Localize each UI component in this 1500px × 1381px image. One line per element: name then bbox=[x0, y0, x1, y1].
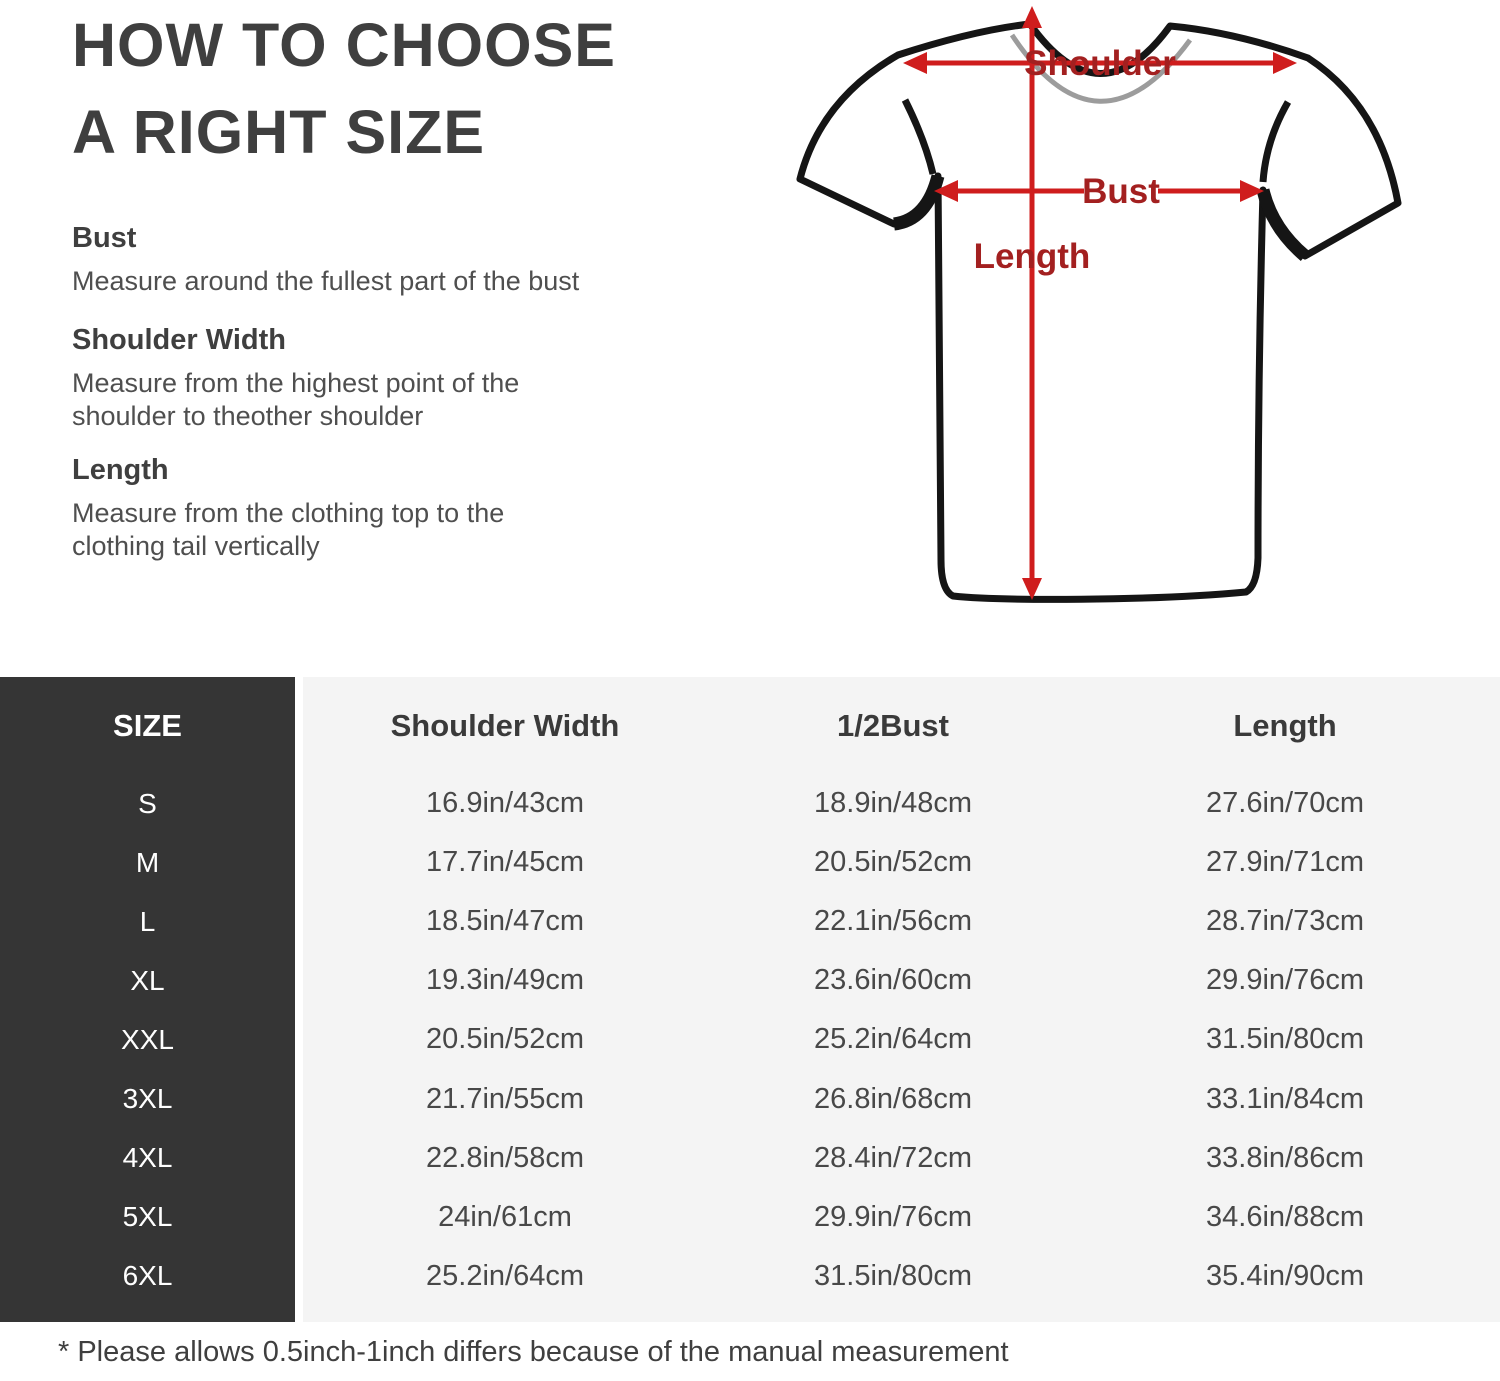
row-size-label: XL bbox=[130, 964, 165, 996]
row-length-value: 33.1in/84cm bbox=[1206, 1082, 1364, 1115]
row-shoulder-value: 18.5in/47cm bbox=[426, 905, 584, 938]
row-shoulder-value: 19.3in/49cm bbox=[426, 964, 584, 997]
table-row bbox=[0, 1069, 1500, 1128]
row-size-label: S bbox=[138, 787, 157, 819]
page-title-line2: A RIGHT SIZE bbox=[72, 98, 486, 166]
row-shoulder-value: 22.8in/58cm bbox=[426, 1141, 584, 1174]
section-bust-text: Measure around the fullest part of the bust bbox=[72, 266, 580, 296]
row-length-value: 27.6in/70cm bbox=[1206, 787, 1364, 820]
table-row bbox=[0, 951, 1500, 1010]
row-bust-value: 23.6in/60cm bbox=[814, 964, 972, 997]
bust-label: Bust bbox=[1082, 172, 1160, 211]
header-length: Length bbox=[1233, 707, 1337, 743]
section-length-text-line1: Measure from the clothing top to the bbox=[72, 498, 505, 528]
table-row bbox=[0, 833, 1500, 892]
row-shoulder-value: 17.7in/45cm bbox=[426, 846, 584, 879]
row-length-value: 27.9in/71cm bbox=[1206, 846, 1364, 879]
table-body bbox=[0, 774, 1500, 1306]
length-label: Length bbox=[973, 237, 1091, 276]
row-length-value: 34.6in/88cm bbox=[1206, 1200, 1364, 1233]
section-shoulder-width bbox=[72, 324, 519, 433]
section-shoulder-heading: Shoulder Width bbox=[72, 324, 286, 356]
row-shoulder-value: 21.7in/55cm bbox=[426, 1082, 584, 1115]
table-row bbox=[0, 774, 1500, 833]
row-bust-value: 22.1in/56cm bbox=[814, 905, 972, 938]
section-length bbox=[72, 454, 504, 563]
row-bust-value: 20.5in/52cm bbox=[814, 846, 972, 879]
row-bust-value: 31.5in/80cm bbox=[814, 1259, 972, 1292]
page-title-line1: HOW TO CHOOSE bbox=[72, 11, 616, 79]
section-shoulder-text-line1: Measure from the highest point of the bbox=[72, 368, 520, 398]
row-length-value: 28.7in/73cm bbox=[1206, 905, 1364, 938]
tshirt-measurement-diagram bbox=[770, 0, 1440, 620]
row-size-label: 5XL bbox=[122, 1201, 173, 1233]
row-size-label: L bbox=[139, 905, 156, 937]
section-bust-heading: Bust bbox=[72, 222, 137, 254]
row-bust-value: 18.9in/48cm bbox=[814, 787, 972, 820]
row-shoulder-value: 20.5in/52cm bbox=[426, 1023, 584, 1056]
row-length-value: 35.4in/90cm bbox=[1206, 1259, 1364, 1292]
table-row bbox=[0, 892, 1500, 951]
section-bust bbox=[72, 222, 579, 298]
row-length-value: 33.8in/86cm bbox=[1206, 1141, 1364, 1174]
row-length-value: 29.9in/76cm bbox=[1206, 964, 1364, 997]
table-row bbox=[0, 1188, 1500, 1247]
header-size: SIZE bbox=[113, 707, 182, 743]
section-shoulder-text-line2: shoulder to theother shoulder bbox=[72, 401, 424, 431]
table-row bbox=[0, 1129, 1500, 1188]
header-shoulder-width: Shoulder Width bbox=[390, 707, 620, 743]
table-header-row bbox=[0, 677, 1500, 774]
table-row bbox=[0, 1010, 1500, 1069]
section-length-text-line2: clothing tail vertically bbox=[72, 531, 320, 561]
row-size-label: 6XL bbox=[122, 1260, 173, 1292]
row-bust-value: 29.9in/76cm bbox=[814, 1200, 972, 1233]
table-row bbox=[0, 1247, 1500, 1306]
section-length-heading: Length bbox=[72, 454, 169, 486]
header-half-bust: 1/2Bust bbox=[837, 707, 949, 743]
row-size-label: XXL bbox=[121, 1023, 174, 1055]
row-size-label: 3XL bbox=[122, 1083, 173, 1115]
row-length-value: 31.5in/80cm bbox=[1206, 1023, 1364, 1056]
tshirt-outline bbox=[800, 24, 1398, 599]
row-shoulder-value: 25.2in/64cm bbox=[426, 1259, 584, 1292]
row-bust-value: 26.8in/68cm bbox=[814, 1082, 972, 1115]
row-size-label: M bbox=[135, 846, 160, 878]
page-title bbox=[72, 2, 616, 176]
size-table bbox=[0, 677, 1500, 1322]
row-shoulder-value: 24in/61cm bbox=[438, 1200, 572, 1233]
row-bust-value: 25.2in/64cm bbox=[814, 1023, 972, 1056]
row-size-label: 4XL bbox=[122, 1142, 173, 1174]
shoulder-label: Shoulder bbox=[1024, 44, 1176, 83]
row-bust-value: 28.4in/72cm bbox=[814, 1141, 972, 1174]
row-shoulder-value: 16.9in/43cm bbox=[426, 787, 584, 820]
measurement-disclaimer: * Please allows 0.5inch-1inch differs because of the manual measurement bbox=[58, 1336, 1009, 1368]
